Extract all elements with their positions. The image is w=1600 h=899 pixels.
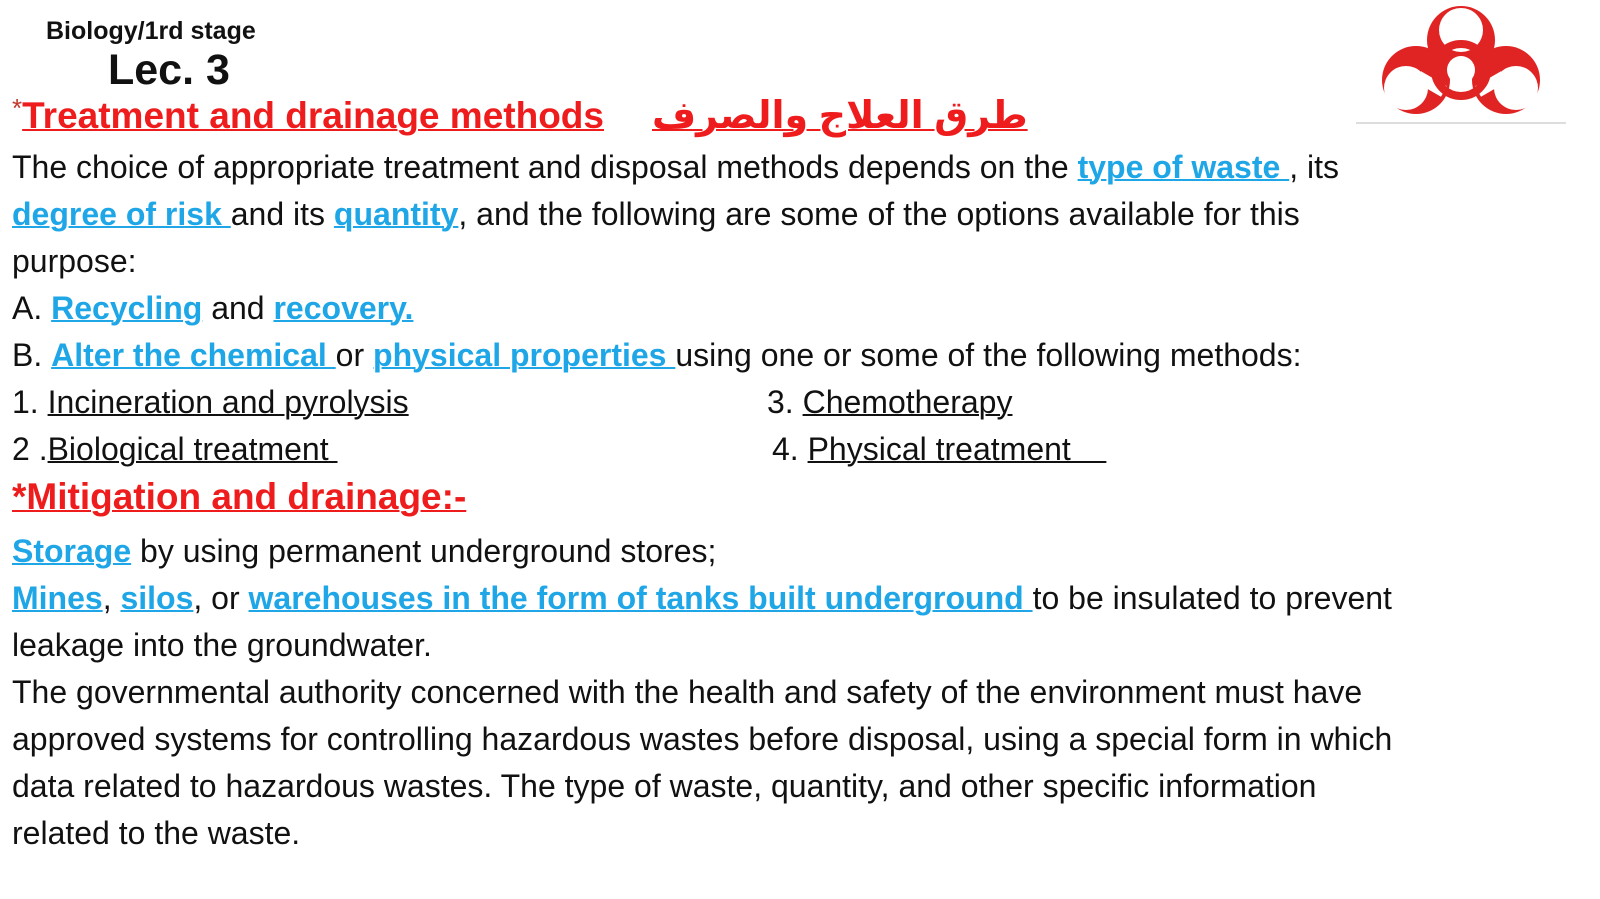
intro-line-2 bbox=[12, 191, 1592, 238]
text: , or bbox=[193, 580, 249, 616]
mines-line-2: leakage into the groundwater. bbox=[12, 627, 432, 663]
option-a bbox=[12, 285, 1592, 332]
method-label: Biological treatment bbox=[47, 431, 338, 467]
link-degree-of-risk[interactable]: degree of risk bbox=[12, 196, 231, 232]
link-recycling[interactable]: Recycling bbox=[51, 290, 203, 326]
text: B. bbox=[12, 337, 52, 373]
section-heading: *Mitigation and drainage:- bbox=[12, 476, 467, 517]
link-type-of-waste[interactable]: type of waste bbox=[1077, 149, 1290, 185]
text: A. bbox=[12, 290, 52, 326]
paragraph-line: approved systems for controlling hazardous wastes before disposal, using a special form in which bbox=[12, 721, 1393, 757]
text: by using permanent underground stores; bbox=[131, 533, 717, 569]
biohazard-icon bbox=[1356, 0, 1566, 126]
text: and bbox=[202, 290, 274, 326]
text: , its bbox=[1289, 149, 1339, 185]
paragraph-line: related to the waste. bbox=[12, 815, 301, 851]
method-label: Physical treatment bbox=[807, 431, 1107, 467]
method-number: 3. bbox=[767, 384, 803, 420]
method-number: 2 . bbox=[12, 431, 48, 467]
course-stage-label: Biology/1rd stage bbox=[46, 17, 256, 45]
paragraph-line: data related to hazardous wastes. The type of waste, quantity, and other specific information bbox=[12, 768, 1317, 804]
method-item bbox=[12, 379, 409, 426]
link-storage[interactable]: Storage bbox=[12, 533, 132, 569]
authority-paragraph bbox=[12, 669, 1592, 857]
method-label: Incineration and pyrolysis bbox=[47, 384, 409, 420]
text: , and the following are some of the options available for this bbox=[458, 196, 1300, 232]
text: , bbox=[102, 580, 121, 616]
method-number: 1. bbox=[12, 384, 48, 420]
text: using one or some of the following methods: bbox=[675, 337, 1302, 373]
method-item bbox=[12, 426, 338, 473]
link-silos[interactable]: silos bbox=[120, 580, 194, 616]
method-item bbox=[772, 426, 1106, 473]
text: or bbox=[335, 337, 374, 373]
method-item bbox=[767, 379, 1012, 426]
lecture-number: Lec. 3 bbox=[108, 46, 230, 94]
title-arabic: طرق العلاج والصرف bbox=[651, 95, 1028, 137]
intro-paragraph bbox=[12, 144, 1592, 285]
title-english: Treatment and drainage methods bbox=[22, 95, 604, 136]
method-number: 4. bbox=[772, 431, 808, 467]
link-physical-properties[interactable]: physical properties bbox=[373, 337, 676, 373]
link-recovery[interactable]: recovery. bbox=[273, 290, 414, 326]
link-warehouses[interactable]: warehouses in the form of tanks built underground bbox=[248, 580, 1033, 616]
paragraph-line: The governmental authority concerned with the health and safety of the environment must have bbox=[12, 674, 1363, 710]
text: The choice of appropriate treatment and disposal methods depends on the bbox=[12, 149, 1078, 185]
intro-line-3: purpose: bbox=[12, 243, 137, 279]
text: to be insulated to prevent bbox=[1032, 580, 1392, 616]
title-star: * bbox=[12, 93, 23, 123]
option-b bbox=[12, 332, 1592, 379]
link-mines[interactable]: Mines bbox=[12, 580, 103, 616]
mines-line-1 bbox=[12, 575, 1592, 622]
link-alter-chemical[interactable]: Alter the chemical bbox=[51, 337, 336, 373]
intro-line-1 bbox=[12, 144, 1592, 191]
storage-line bbox=[12, 528, 1592, 575]
text: and its bbox=[230, 196, 334, 232]
mines-paragraph bbox=[12, 575, 1592, 669]
link-quantity[interactable]: quantity bbox=[333, 196, 459, 232]
page-title bbox=[12, 93, 1028, 138]
method-label: Chemotherapy bbox=[802, 384, 1013, 420]
